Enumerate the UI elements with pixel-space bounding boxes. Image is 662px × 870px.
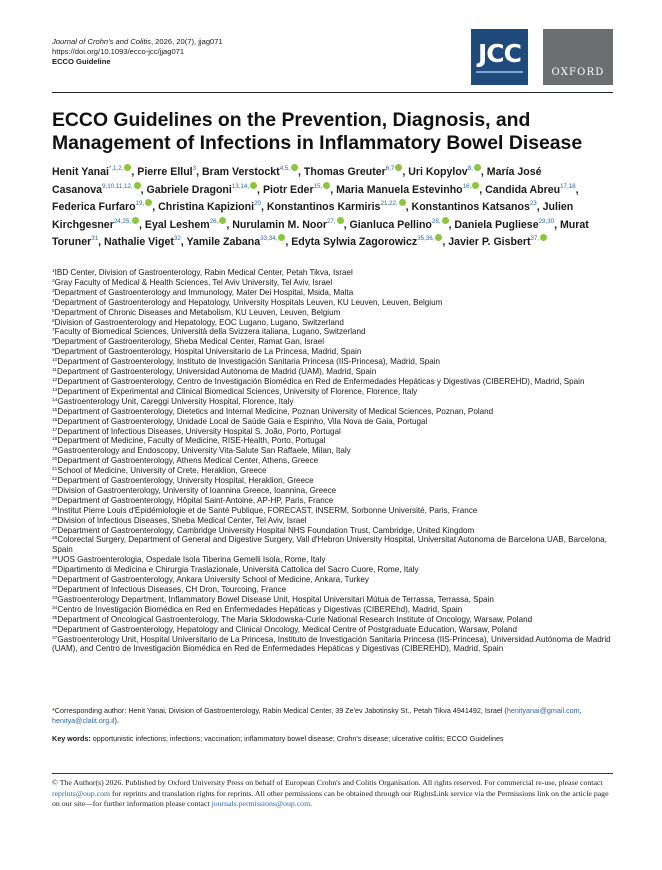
affiliation-text: Department of Gastroenterology, Universidad Autónoma de Madrid (UAM), Madrid, Spain xyxy=(56,367,377,377)
permissions-email-link[interactable]: journals.permissions@oup.com xyxy=(211,799,311,809)
affiliation-text: Faculty of Biomedical Sciences, Università della Svizzera italiana, Lugano, Switzerland xyxy=(54,327,366,337)
author-affiliation-refs: 17,18 xyxy=(560,182,576,190)
orcid-icon[interactable] xyxy=(399,199,406,206)
author-separator: , xyxy=(139,218,145,231)
affiliation-number: 5 xyxy=(52,308,55,314)
author-affiliation-refs: 29,30 xyxy=(538,217,555,225)
affiliation-number: 21 xyxy=(52,467,58,473)
author-affiliation-refs: 8, xyxy=(467,165,473,172)
author-separator: , xyxy=(575,183,579,196)
jcc-logo-text: JCC xyxy=(478,39,521,68)
author-name[interactable]: Maria Manuela Estevinho xyxy=(336,183,463,196)
affiliation-text: Department of Chronic Diseases and Metabolism, KU Leuven, Leuven, Belgium xyxy=(54,307,341,317)
affiliation-number: 12 xyxy=(52,377,58,383)
affiliation-number: 35 xyxy=(52,615,58,621)
affiliation-text: Division of Gastroenterology, University of Ioannina Greece, Ioannina, Greece xyxy=(57,485,337,495)
affiliation-text: Gastroenterology Unit, Hospital Universitario de La Princesa, Instituto de Investigación Sanitaria Princesa (IIS-Princesa), Universidad Autónoma de Madrid (UAM), and Centro de Investigación Biomédica en Red de Enfermedades Hepáticas y Digestivas (CIBEREHD), Madrid, Spain xyxy=(52,634,611,654)
affiliation-text: Department of Gastroenterology, Ankara University School of Medicine, Ankara, Turkey xyxy=(57,575,369,585)
affiliation-text: Department of Gastroenterology, Sheba Medical Center, Ramat Gan, Israel xyxy=(54,337,324,347)
email-link-gmail[interactable]: henityanai@gmail.com xyxy=(506,706,580,715)
affiliation-text: Gastroenterology and Endoscopy, University Vita-Salute San Raffaele, Milan, Italy xyxy=(57,446,351,456)
affiliation-number: 18 xyxy=(52,437,58,443)
affiliation-number: 33 xyxy=(52,595,58,601)
affiliation-number: 22 xyxy=(52,477,58,483)
orcid-icon[interactable] xyxy=(442,217,449,224)
affiliation-item xyxy=(52,635,617,655)
affiliation-number: 31 xyxy=(52,576,58,582)
author-separator: , xyxy=(196,166,202,178)
affiliation-text: Department of Gastroenterology, Hepatology and Clinical Oncology, Medical Centre of Postgraduate Education, Warsaw, Poland xyxy=(57,624,517,634)
author xyxy=(52,166,137,178)
affiliation-number: 26 xyxy=(52,516,58,522)
affiliation-number: 9 xyxy=(52,348,55,354)
author-separator: , xyxy=(442,236,449,249)
author-separator: , xyxy=(448,218,455,231)
author xyxy=(304,166,408,178)
affiliation-number: 29 xyxy=(52,556,58,562)
affiliation-number: 15 xyxy=(52,407,58,413)
affiliation-item xyxy=(52,565,617,575)
author-affiliation-refs: 4,5, xyxy=(279,165,291,172)
affiliation-text: Department of Gastroenterology and Immunology, Mater Dei Hospital, Msida, Malta xyxy=(54,287,354,297)
author-name[interactable]: Konstantinos Katsanos xyxy=(411,201,530,214)
affiliation-text: School of Medicine, University of Crete, Heraklion, Greece xyxy=(57,466,267,476)
author-separator: , xyxy=(180,236,187,249)
affiliation-number: 34 xyxy=(52,605,58,611)
affiliation-number: 1 xyxy=(52,269,55,274)
author-affiliation-refs: 20 xyxy=(254,200,261,208)
author-name[interactable]: Pierre Ellul xyxy=(137,166,193,178)
affiliation-number: 3 xyxy=(52,288,55,294)
affiliation-number: 30 xyxy=(52,566,58,572)
orcid-icon[interactable] xyxy=(134,182,141,189)
journal-citation xyxy=(52,37,223,47)
author-affiliation-refs: 6,7 xyxy=(385,165,395,172)
affiliation-item xyxy=(52,407,617,417)
affiliation-number: 17 xyxy=(52,427,58,433)
affiliation-item xyxy=(52,575,617,585)
corresponding-author xyxy=(52,706,617,726)
affiliation-item xyxy=(52,476,617,486)
author xyxy=(232,219,349,231)
author-affiliation-refs: 27, xyxy=(326,217,336,225)
author-name[interactable]: Thomas Greuter xyxy=(303,166,386,178)
author-separator: , xyxy=(536,201,543,214)
oxford-publisher-logo[interactable] xyxy=(543,29,613,85)
affiliation-list xyxy=(52,268,617,654)
author xyxy=(158,201,267,213)
affiliation-item xyxy=(52,377,617,387)
journal-name: Journal of Crohn's and Colitis xyxy=(52,37,151,46)
author-name[interactable]: Candida Abreu xyxy=(485,183,561,196)
author-name[interactable]: Nurulamin M. Noor xyxy=(232,218,327,231)
author xyxy=(336,184,485,196)
affiliation-item xyxy=(52,278,617,288)
affiliation-text: Division of Infectious Diseases, Sheba Medical Center, Tel Aviv, Israel xyxy=(57,515,307,525)
author-name[interactable]: Daniela Pugliese xyxy=(454,218,539,231)
author-separator: , xyxy=(260,201,267,214)
author xyxy=(291,236,448,248)
journal-volume-issue: , 2026, 20(7), jjag071 xyxy=(150,37,223,46)
affiliation-item xyxy=(52,585,617,595)
affiliation-text: Department of Gastroenterology, Cambridge University Hospital NHS Foundation Trust, Cambridge, United Kingdom xyxy=(57,525,475,535)
correspondence-text: *Corresponding author: Henit Yanai, Division of Gastroenterology, Rabin Medical Center, 39 Ze'ev Jabotinsky St., Petah Tikva 4941492, Israel ( xyxy=(52,706,507,715)
affiliation-text: Department of Infectious Diseases, University Hospital S. João, Porto, Portugal xyxy=(57,426,341,436)
email-link-clalit[interactable]: henitya@clalit.org.il xyxy=(52,716,115,725)
affiliation-text: UOS Gastroenterologia, Ospedale Isola Tiberina Gemelli Isola, Rome, Italy xyxy=(57,555,326,565)
author-name[interactable]: Gianluca Pellino xyxy=(349,218,432,231)
author-separator: , xyxy=(330,183,337,196)
author-affiliation-refs: 31 xyxy=(91,235,99,243)
author-affiliation-refs: 33,34, xyxy=(260,235,278,243)
affiliation-text: Department of Infectious Diseases, CH Dron, Tourcoing, France xyxy=(57,585,287,594)
author xyxy=(145,219,232,231)
author-separator: , xyxy=(285,236,292,249)
orcid-icon[interactable] xyxy=(250,182,257,189)
author xyxy=(202,166,304,178)
affiliation-text: Department of Gastroenterology, Hôpital Saint-Antoine, AP-HP, Paris, France xyxy=(57,495,334,505)
affiliation-item xyxy=(52,347,617,357)
copyright-notice xyxy=(52,778,617,810)
header-divider xyxy=(52,92,613,93)
affiliation-item xyxy=(52,387,617,397)
author-name[interactable]: Uri Kopylov xyxy=(408,166,468,178)
author-name[interactable]: Bram Verstockt xyxy=(201,166,280,178)
author-name[interactable]: Javier P. Gisbert xyxy=(448,236,531,249)
affiliation-item xyxy=(52,337,617,347)
affiliation-item xyxy=(52,268,617,278)
orcid-icon[interactable] xyxy=(132,217,139,224)
affiliation-item xyxy=(52,318,617,328)
affiliation-text: Department of Oncological Gastroenterology, The Maria Sklodowska-Curie National Research Institute of Oncology, Warsaw, Poland xyxy=(57,614,533,624)
affiliation-number: 4 xyxy=(52,298,55,304)
copyright-text-2: for reprints and translation rights for reprints. All other permissions can be obtained through our RightsLink service via the Permissions link on the article page on our site—for further information please contact xyxy=(52,788,609,809)
affiliation-item xyxy=(52,496,617,506)
author-separator: , xyxy=(140,183,147,196)
author-separator: , xyxy=(98,236,105,249)
author-affiliation-refs: 35,36, xyxy=(417,235,435,243)
copyright-text-1: © The Author(s) 2026. Published by Oxford University Press on behalf of European Crohn's and Colitis Organisation. All rights reserved. For commercial re-use, please contact xyxy=(52,778,603,787)
author xyxy=(412,201,543,213)
affiliation-item xyxy=(52,486,617,496)
author-affiliation-refs: 26, xyxy=(209,217,219,225)
affiliation-text: Department of Experimental and Clinical Biomedical Sciences, University of Florence, Florence, Italy xyxy=(57,386,418,396)
article-header xyxy=(52,27,612,91)
author-affiliation-refs: 15, xyxy=(313,182,323,190)
author-affiliation-refs: 13,14, xyxy=(231,182,250,190)
jcc-logo-underline xyxy=(476,71,523,73)
author-name[interactable]: Konstantinos Karmiris xyxy=(266,201,381,214)
affiliation-text: Dipartimento di Medicina e Chirurgia Traslazionale, Università Cattolica del Sacro Cuore, Rome, Italy xyxy=(57,565,419,575)
affiliation-item xyxy=(52,327,617,337)
affiliation-text: Department of Gastroenterology, Centro de Investigación Biomédica en Red de Enfermedades Hepáticas y Digestivas (CIBEREHD), Madrid, Spain xyxy=(57,376,585,386)
author xyxy=(408,166,487,178)
author-affiliation-refs: 32 xyxy=(173,235,181,243)
affiliation-number: 11 xyxy=(52,368,57,374)
author-name[interactable]: Henit Yanai xyxy=(52,166,109,178)
author-separator: , xyxy=(343,218,350,231)
affiliation-text: Institut Pierre Louis d'Épidémiologie et de Santé Publique, FORECAST, INSERM, Sorbonne Université, Paris, France xyxy=(57,505,478,515)
affiliation-item xyxy=(52,308,617,318)
author-affiliation-refs: 16, xyxy=(462,182,472,190)
author-affiliation-refs: *,1,2, xyxy=(108,165,124,172)
keywords-label: Key words: xyxy=(52,734,91,743)
author xyxy=(52,201,158,213)
author-affiliation-refs: 9,10,11,12, xyxy=(102,182,133,190)
affiliation-number: 27 xyxy=(52,526,58,532)
email-separator: , xyxy=(579,706,582,715)
affiliation-number: 20 xyxy=(52,457,58,463)
affiliation-text: Department of Gastroenterology, Dietetics and Internal Medicine, Poznan University of Medical Sciences, Poznan, Poland xyxy=(57,406,494,416)
author-name[interactable]: María José Casanova xyxy=(52,166,542,196)
affiliation-item xyxy=(52,367,617,377)
affiliation-item xyxy=(52,427,617,437)
oxford-logo-text: OXFORD xyxy=(551,67,605,78)
affiliation-number: 7 xyxy=(52,328,55,334)
affiliation-text: Division of Gastroenterology and Hepatology, EOC Lugano, Lugano, Switzerland xyxy=(54,317,344,327)
affiliation-number: 36 xyxy=(52,625,58,631)
author-affiliation-refs: 37, xyxy=(530,235,540,243)
author-separator: , xyxy=(226,218,233,231)
affiliation-number: 25 xyxy=(52,506,58,512)
orcid-icon[interactable] xyxy=(540,234,547,241)
affiliation-item xyxy=(52,615,617,625)
affiliation-text: Department of Gastroenterology, University Hospital, Heraklion, Greece xyxy=(57,476,314,486)
author xyxy=(187,236,292,248)
affiliation-number: 32 xyxy=(52,586,58,591)
affiliation-text: Gastroenterology Department, Inflammatory Bowel Disease Unit, Hospital Universitari Mútua de Terrassa, Terrassa, Spain xyxy=(57,594,494,604)
affiliation-text: Centro de Investigación Biomédica en Red en Enfermedades Hepáticas y Digestivas (CIBEREhd), Madrid, Spain xyxy=(57,604,463,614)
affiliation-item xyxy=(52,446,617,456)
author-list xyxy=(52,164,617,252)
affiliation-item xyxy=(52,357,617,367)
author-name[interactable]: Murat Toruner xyxy=(52,218,589,249)
affiliation-text: Department of Gastroenterology, Hospital Universitario de La Princesa, Madrid, Spain xyxy=(54,347,362,357)
jcc-journal-logo[interactable] xyxy=(471,29,528,85)
affiliation-number: 16 xyxy=(52,417,58,423)
affiliation-number: 24 xyxy=(52,496,58,502)
affiliation-text: Gray Faculty of Medical & Health Sciences, Tel Aviv University, Tel Aviv, Israel xyxy=(54,277,333,287)
affiliation-number: 14 xyxy=(52,397,58,403)
affiliation-item xyxy=(52,535,617,555)
author-separator: , xyxy=(131,166,138,178)
affiliation-text: Department of Gastroenterology, Unidade Local de Saúde Gaia e Espinho, Vila Nova de Gaia, Portugal xyxy=(57,416,428,426)
orcid-icon[interactable] xyxy=(291,164,298,171)
affiliation-text: Gastroenterology Unit, Careggi University Hospital, Florence, Italy xyxy=(57,396,294,406)
author-separator: , xyxy=(554,218,560,231)
author xyxy=(349,219,454,231)
author-name[interactable]: Nathalie Viget xyxy=(104,236,174,249)
author xyxy=(104,236,186,248)
correspondence-suffix: ). xyxy=(114,716,119,725)
affiliation-text: Department of Medicine, Faculty of Medicine, RISE-Health, Porto, Portugal xyxy=(57,436,326,446)
author-name[interactable]: Julien Kirchgesner xyxy=(52,201,574,231)
author-name[interactable]: Eyal Leshem xyxy=(144,218,210,231)
author-separator: , xyxy=(152,201,159,214)
author-name[interactable]: Federica Furfaro xyxy=(52,201,136,214)
affiliation-number: 2 xyxy=(52,278,55,284)
affiliation-text: IBD Center, Division of Gastroenterology, Rabin Medical Center, Petah Tikva, Israel xyxy=(54,268,353,277)
author-affiliation-refs: 28, xyxy=(431,217,441,225)
author-separator: , xyxy=(480,166,487,178)
article-title: ECCO Guidelines on the Prevention, Diagnosis, and Management of Infections in Inflammatory Bowel Disease xyxy=(52,109,583,154)
affiliation-item xyxy=(52,516,617,526)
author-name[interactable]: Yamile Zabana xyxy=(186,236,261,249)
keywords-text: opportunistic infections; infections; vaccination; inflammatory bowel disease; Crohn's disease; ulcerative colitis; ECCO Guidelines xyxy=(90,734,504,743)
author xyxy=(137,166,202,178)
author-name[interactable]: Gabriele Dragoni xyxy=(146,183,232,196)
affiliation-number: 28 xyxy=(52,536,58,542)
author-affiliation-refs: 19, xyxy=(135,200,145,208)
affiliation-text: Department of Gastroenterology and Hepatology, University Hospitals Leuven, KU Leuven, Leuven, Belgium xyxy=(54,297,443,307)
author xyxy=(267,201,412,213)
reprints-email-link[interactable]: reprints@oup.com xyxy=(52,788,111,798)
doi-link[interactable]: https://doi.org/10.1093/ecco-jcc/jjag071 xyxy=(52,47,185,56)
affiliation-item xyxy=(52,466,617,476)
affiliation-item xyxy=(52,397,617,407)
affiliation-number: 37 xyxy=(52,635,58,641)
author-name[interactable]: Christina Kapizioni xyxy=(158,201,255,214)
author-separator: , xyxy=(298,166,304,178)
author-affiliation-refs: 23 xyxy=(529,200,537,208)
affiliation-item xyxy=(52,595,617,605)
copyright-text-3: . xyxy=(310,799,313,809)
author-name[interactable]: Edyta Sylwia Zagorowicz xyxy=(291,236,418,249)
affiliation-item xyxy=(52,605,617,615)
orcid-icon[interactable] xyxy=(337,217,344,224)
affiliation-item xyxy=(52,456,617,466)
author-affiliation-refs: 21,22, xyxy=(380,200,398,208)
affiliation-number: 19 xyxy=(52,447,58,453)
affiliation-number: 13 xyxy=(52,387,58,393)
footer-divider xyxy=(52,773,613,774)
author-separator: , xyxy=(402,166,409,178)
affiliation-item xyxy=(52,555,617,565)
author-separator: , xyxy=(479,183,486,196)
author-separator: , xyxy=(257,183,263,196)
affiliation-item xyxy=(52,436,617,446)
affiliation-item xyxy=(52,298,617,308)
article-type: ECCO Guideline xyxy=(52,57,111,66)
author xyxy=(454,219,560,231)
affiliation-item xyxy=(52,288,617,298)
author-name[interactable]: Piotr Eder xyxy=(262,183,314,196)
author-separator: , xyxy=(405,201,412,214)
author-affiliation-refs: 3 xyxy=(192,165,197,172)
affiliation-text: Department of Gastroenterology, Instituto de Investigación Sanitaria Princesa (IIS-Princesa), Madrid, Spain xyxy=(57,357,441,367)
affiliation-text: Department of Gastroenterology, Athens Medical Center, Athens, Greece xyxy=(57,456,319,466)
affiliation-text: Colorectal Surgery, Department of General and Digestive Surgery, Vall d'Hebron University Hospital, Universitat Autonoma de Barcelona UAB, Barcelona, Spain xyxy=(52,535,607,555)
affiliation-number: 23 xyxy=(52,486,58,492)
affiliation-item xyxy=(52,526,617,536)
affiliation-item xyxy=(52,625,617,635)
affiliation-number: 10 xyxy=(52,358,58,364)
author xyxy=(448,236,547,248)
orcid-icon[interactable] xyxy=(474,164,481,171)
author xyxy=(146,184,262,196)
author xyxy=(263,184,336,196)
affiliation-number: 8 xyxy=(52,338,55,344)
affiliation-number: 6 xyxy=(52,318,55,324)
author xyxy=(485,184,578,196)
author-affiliation-refs: 24,25, xyxy=(113,217,132,225)
affiliation-item xyxy=(52,506,617,516)
keywords xyxy=(52,734,617,744)
affiliation-item xyxy=(52,417,617,427)
